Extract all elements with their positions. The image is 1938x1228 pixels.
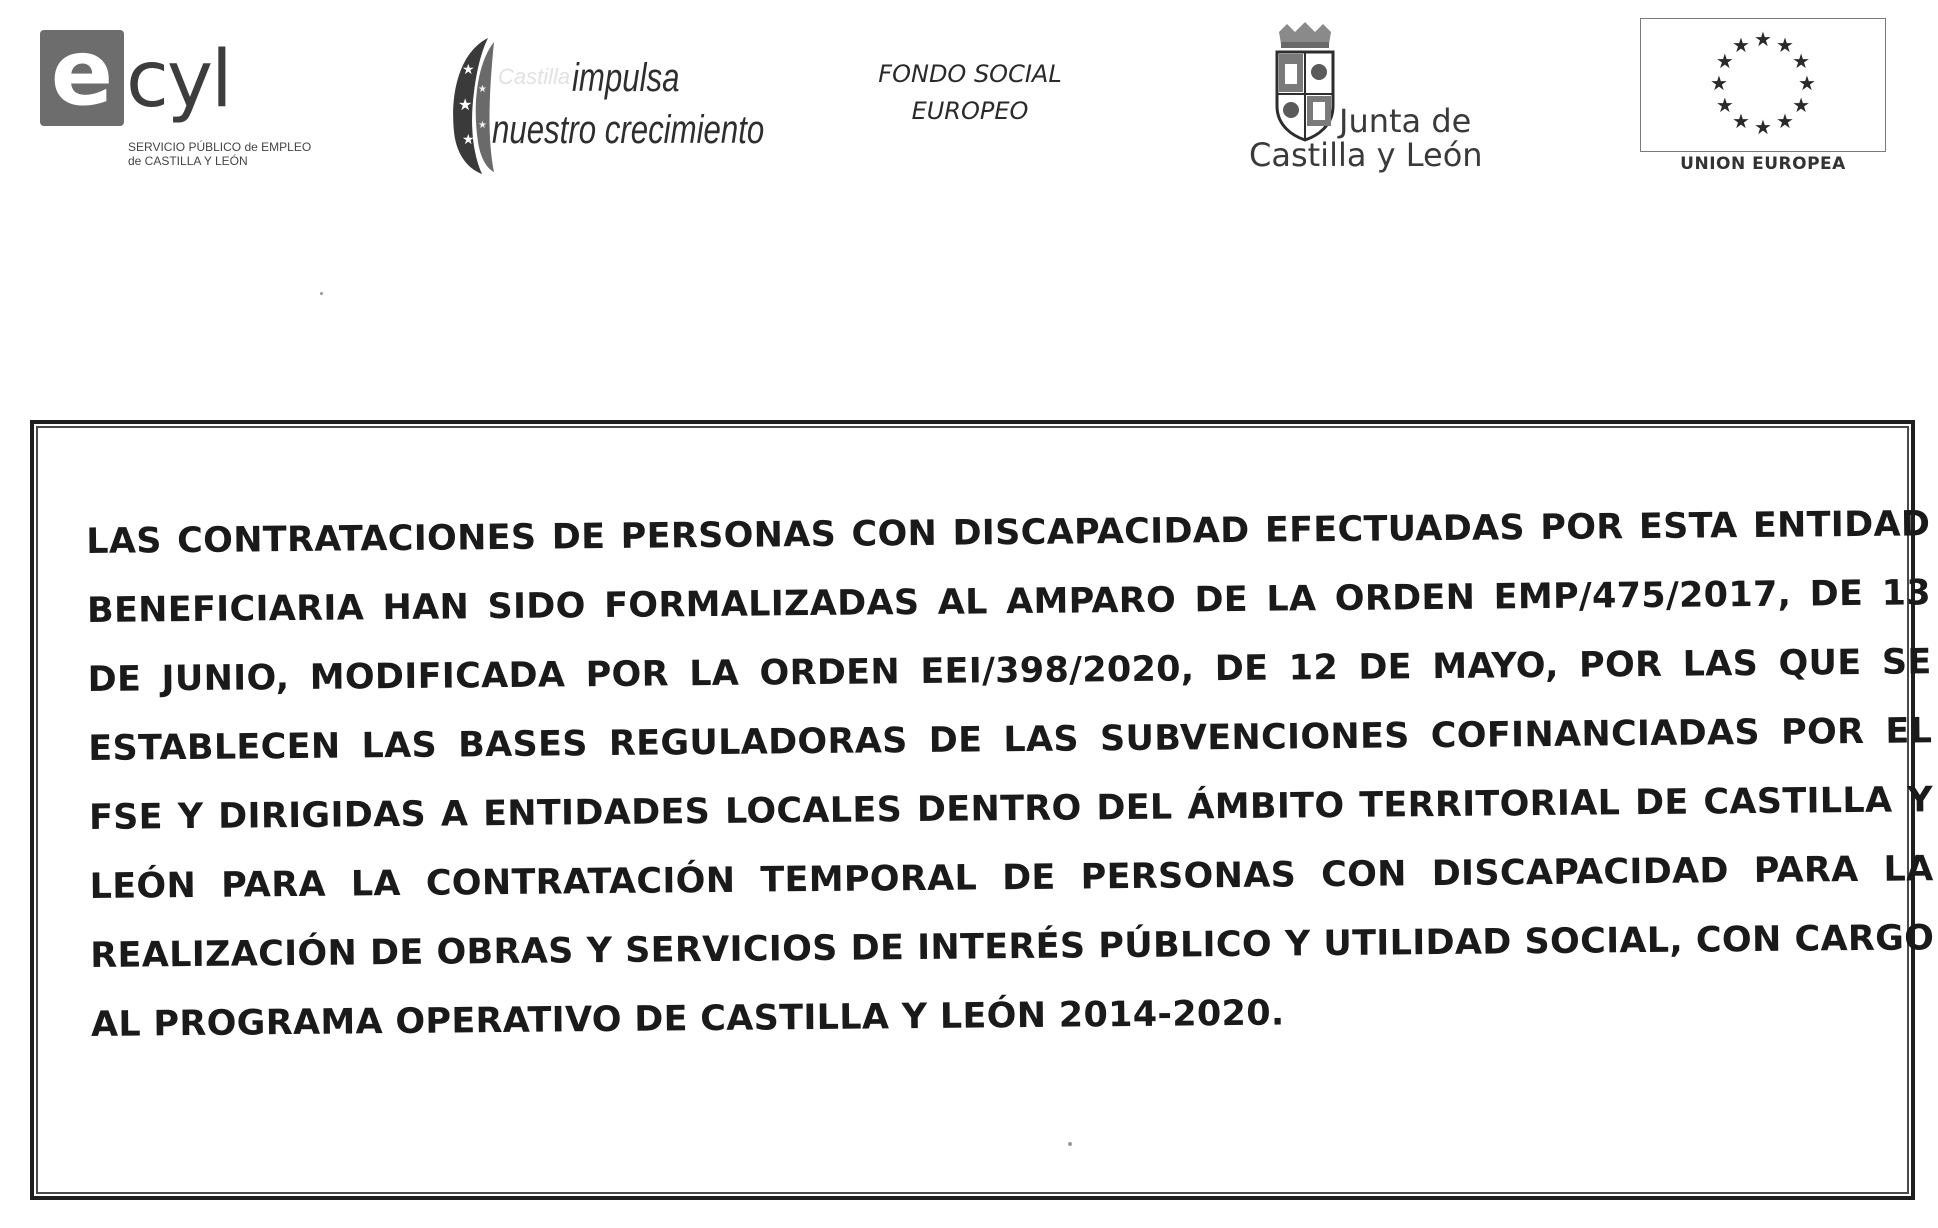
union-europea-label: UNION EUROPEA <box>1680 154 1846 174</box>
ecyl-wordmark <box>40 19 231 126</box>
ecyl-subtitle <box>128 140 311 168</box>
eu-star-icon: ★ <box>1754 115 1772 139</box>
eu-star-icon: ★ <box>1732 109 1750 134</box>
scan-speck <box>1068 1142 1072 1146</box>
fondo-social-europeo-label <box>860 56 1080 130</box>
eu-star-icon: ★ <box>1776 109 1794 134</box>
fse-line2: EUROPEO <box>911 97 1029 125</box>
svg-text:★: ★ <box>462 62 475 78</box>
svg-text:★: ★ <box>478 84 487 95</box>
eu-star-icon: ★ <box>1754 27 1772 51</box>
eu-star-icon: ★ <box>1732 32 1750 57</box>
notice-text: LAS CONTRATACIONES DE PERSONAS CON DISCAPACIDAD EFECTUADAS POR ESTA ENTIDAD BENEFICIARIA HAN SIDO FORMALIZADAS AL AMPARO DE LA ORDEN EMP/475/2017, DE 13 DE JUNIO, MODIFICADA POR LA ORDEN EEI/398/2020, DE 12 DE MAYO, POR LAS QUE SE ESTABLECEN LAS BASES REGULADORAS DE LAS SUBVENCIONES COFINANCIADAS POR EL FSE Y DIRIGIDAS A ENTIDADES LOCALES DENTRO DEL ÁMBITO TERRITORIAL DE CASTILLA Y LEÓN PARA LA CONTRATACIÓN TEMPORAL DE PERSONAS CON DISCAPACIDAD PARA LA REALIZACIÓN DE OBRAS Y SERVICIOS DE INTERÉS PÚBLICO Y UTILIDAD SOCIAL, CON CARGO AL PROGRAMA OPERATIVO DE CASTILLA Y LEÓN 2014-2020. <box>86 504 1935 1045</box>
ecyl-subtitle-line1: SERVICIO PÚBLICO de EMPLEO <box>128 140 312 154</box>
svg-text:★: ★ <box>478 120 487 131</box>
eu-star-icon: ★ <box>1792 93 1811 117</box>
ecyl-logo <box>40 19 320 180</box>
eu-star-icon: ★ <box>1715 93 1734 117</box>
eu-star-icon: ★ <box>1715 49 1734 73</box>
junta-line2: Castilla y León <box>1249 136 1483 174</box>
junta-castilla-leon-logo <box>1245 22 1485 182</box>
ecyl-e-block: e <box>40 30 124 126</box>
scan-speck <box>320 292 323 295</box>
fse-line1: FONDO SOCIAL <box>878 60 1062 88</box>
impulsa-faded-word: Castilla <box>498 64 571 89</box>
castilla-impulsa-logo <box>448 32 765 177</box>
svg-text:★: ★ <box>462 132 475 148</box>
eu-star-icon: ★ <box>1792 49 1811 73</box>
eu-stars-icon <box>1641 19 1885 151</box>
ecyl-subtitle-line2: de CASTILLA Y LEÓN <box>128 154 248 168</box>
eu-flag <box>1640 18 1886 152</box>
coat-of-arms-icon <box>1265 22 1345 142</box>
union-europea-logo <box>1638 18 1888 178</box>
impulsa-star-swoosh-icon <box>448 32 508 177</box>
junta-line1: Junta de <box>1339 102 1472 140</box>
eu-star-icon: ★ <box>1776 32 1794 57</box>
notice-box <box>30 420 1935 1200</box>
eu-star-icon: ★ <box>1710 71 1728 95</box>
svg-text:★: ★ <box>458 95 473 114</box>
eu-star-icon: ★ <box>1798 71 1816 95</box>
ecyl-cyl-text: cyl <box>126 35 231 125</box>
impulsa-line2: nuestro crecimiento <box>492 108 765 152</box>
impulsa-line1: impulsa <box>572 56 680 100</box>
